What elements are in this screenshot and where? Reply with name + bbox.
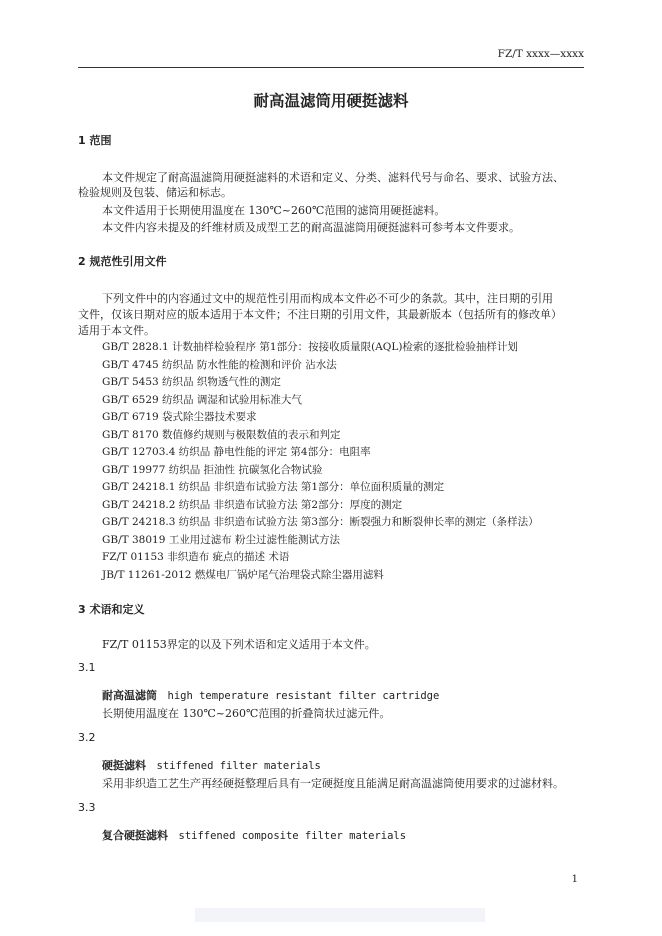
section-1-line: 本文件内容未提及的纤维材质及成型工艺的耐高温滤筒用硬挺滤料可参考本文件要求。: [102, 221, 520, 234]
page-number: 1: [571, 874, 578, 885]
section-1-line: 本文件适用于长期使用温度在 130℃~260℃范围的滤筒用硬挺滤料。: [102, 204, 446, 217]
section-1-line: 本文件规定了耐高温滤筒用硬挺滤料的术语和定义、分类、滤料代号与命名、要求、试验方法、: [102, 171, 564, 184]
standard-code: FZ/T xxxx—xxxx: [497, 48, 584, 60]
term-entry: [102, 757, 321, 773]
normative-reference: GB/T 24218.3 纺织品 非织造布试验方法 第3部分：断裂强力和断裂伸长率的测定（条样法）: [102, 516, 539, 528]
normative-reference: GB/T 24218.2 纺织品 非织造布试验方法 第2部分：厚度的测定: [102, 499, 403, 511]
section-2-intro-line: 下列文件中的内容通过文中的规范性引用而构成本文件必不可少的条款。其中，注日期的引用: [102, 292, 553, 305]
normative-reference: GB/T 24218.1 纺织品 非织造布试验方法 第1部分：单位面积质量的测定: [102, 481, 445, 493]
section-1-line: 检验规则及包装、储运和标志。: [78, 186, 232, 199]
term-number: 3.3: [78, 801, 96, 814]
term-number: 3.1: [78, 661, 96, 674]
term-chinese: 硬挺滤料: [102, 759, 146, 772]
footer-watermark: [195, 908, 485, 922]
term-chinese: 复合硬挺滤料: [102, 829, 168, 842]
term-entry: [102, 827, 406, 843]
term-english: stiffened composite filter materials: [178, 830, 407, 842]
normative-reference: GB/T 2828.1 计数抽样检验程序 第1部分：按接收质量限(AQL)检索的逐批检验抽样计划: [102, 341, 518, 353]
normative-reference: FZ/T 01153 非织造布 疵点的描述 术语: [102, 551, 290, 563]
normative-reference: JB/T 11261-2012 燃煤电厂锅炉尾气治理袋式除尘器用滤料: [102, 569, 384, 581]
normative-reference: GB/T 6529 纺织品 调湿和试验用标准大气: [102, 394, 302, 406]
term-entry: [102, 687, 439, 703]
term-number: 3.2: [78, 731, 96, 744]
normative-reference: GB/T 12703.4 纺织品 静电性能的评定 第4部分：电阻率: [102, 446, 371, 458]
normative-reference: GB/T 5453 纺织品 织物透气性的测定: [102, 376, 281, 388]
section-2-intro-line: 适用于本文件。: [78, 324, 155, 337]
normative-reference: GB/T 8170 数值修约规则与极限数值的表示和判定: [102, 429, 341, 441]
section-2-intro-line: 文件，仅该日期对应的版本适用于本文件；不注日期的引用文件，其最新版本（包括所有的修改单）: [78, 308, 562, 321]
section-3-intro: FZ/T 01153界定的以及下列术语和定义适用于本文件。: [102, 638, 376, 651]
section-1-heading: 1 范围: [78, 134, 112, 147]
term-english: stiffened filter materials: [156, 760, 321, 772]
term-chinese: 耐高温滤筒: [102, 689, 157, 702]
normative-reference: GB/T 38019 工业用过滤布 粉尘过滤性能测试方法: [102, 534, 341, 546]
document-title: 耐高温滤筒用硬挺滤料: [253, 92, 409, 110]
term-definition: 采用非织造工艺生产再经硬挺整理后具有一定硬挺度且能满足耐高温滤筒使用要求的过滤材料。: [102, 777, 564, 790]
normative-reference: GB/T 19977 纺织品 拒油性 抗碳氢化合物试验: [102, 464, 323, 476]
term-english: high temperature resistant filter cartridge: [167, 690, 440, 702]
term-definition: 长期使用温度在 130℃~260℃范围的折叠筒状过滤元件。: [102, 707, 391, 720]
normative-reference: GB/T 4745 纺织品 防水性能的检测和评价 沾水法: [102, 359, 337, 371]
normative-reference: GB/T 6719 袋式除尘器技术要求: [102, 411, 257, 423]
header-rule: [78, 67, 584, 68]
section-2-heading: 2 规范性引用文件: [78, 255, 167, 268]
section-3-heading: 3 术语和定义: [78, 603, 145, 616]
